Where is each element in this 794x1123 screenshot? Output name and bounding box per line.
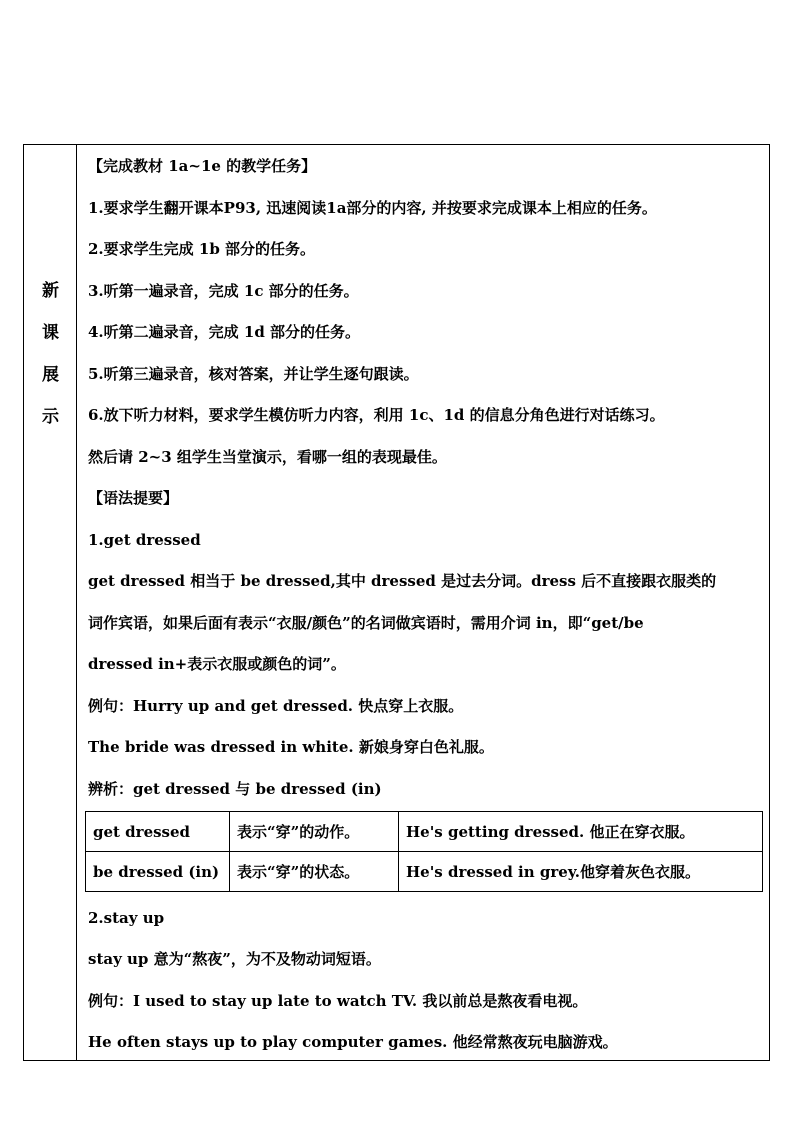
grammar-point-title bbox=[88, 908, 164, 928]
lesson-table bbox=[23, 144, 770, 1061]
explanation-text: dressed in+表示衣服或颜色的词”。 bbox=[88, 655, 346, 673]
side-column bbox=[24, 145, 77, 1060]
section-heading bbox=[88, 488, 178, 508]
comparison-heading-text: 辨析：get dressed 与 be dressed (in) bbox=[88, 780, 382, 798]
comparison-heading bbox=[88, 779, 382, 799]
comparison-table bbox=[85, 811, 763, 892]
side-label-char: 展 bbox=[42, 365, 59, 385]
step-text: 4.听第二遍录音，完成 1d 部分的任务。 bbox=[88, 323, 361, 341]
step-line bbox=[88, 322, 360, 342]
explanation-line bbox=[88, 949, 381, 969]
table-cell: be dressed (in) bbox=[86, 852, 230, 892]
side-label-char: 课 bbox=[42, 323, 59, 343]
step-text: 5.听第三遍录音，核对答案，并让学生逐句跟读。 bbox=[88, 365, 419, 383]
example-line bbox=[88, 991, 587, 1011]
explanation-line bbox=[88, 654, 346, 674]
table-row bbox=[86, 852, 763, 892]
step-text: 6.放下听力材料，要求学生模仿听力内容，利用 1c、1d 的信息分角色进行对话练习。 bbox=[88, 406, 665, 424]
section-heading-text: 【语法提要】 bbox=[88, 489, 179, 507]
step-text: 然后请 2~3 组学生当堂演示，看哪一组的表现最佳。 bbox=[88, 448, 447, 466]
side-label-char: 新 bbox=[42, 281, 59, 301]
table-cell: He's getting dressed. 他正在穿衣服。 bbox=[399, 812, 763, 852]
example-text: The bride was dressed in white. 新娘身穿白色礼服。 bbox=[88, 738, 494, 756]
explanation-text: 词作宾语，如果后面有表示“衣服/颜色”的名词做宾语时，需用介词 in，即“get/be bbox=[88, 614, 644, 632]
table-row bbox=[86, 812, 763, 852]
table-cell: 表示“穿”的状态。 bbox=[230, 852, 399, 892]
grammar-point-text: 1.get dressed bbox=[88, 531, 201, 549]
example-text: 例句：I used to stay up late to watch TV. 我以前总是熬夜看电视。 bbox=[88, 992, 588, 1010]
section-heading bbox=[88, 156, 316, 176]
step-text: 3.听第一遍录音，完成 1c 部分的任务。 bbox=[88, 282, 359, 300]
explanation-text: stay up 意为“熬夜”，为不及物动词短语。 bbox=[88, 950, 381, 968]
explanation-line bbox=[88, 613, 644, 633]
example-text: 例句：Hurry up and get dressed. 快点穿上衣服。 bbox=[88, 697, 464, 715]
step-text: 1.要求学生翻开课本P93, 迅速阅读1a部分的内容, 并按要求完成课本上相应的任务。 bbox=[88, 199, 657, 217]
step-line bbox=[88, 239, 315, 259]
table-cell: He's dressed in grey.他穿着灰色衣服。 bbox=[399, 852, 763, 892]
side-label-char: 示 bbox=[42, 407, 59, 427]
step-line bbox=[88, 364, 419, 384]
example-line bbox=[88, 696, 463, 716]
example-text: He often stays up to play computer games. 他经常熬夜玩电脑游戏。 bbox=[88, 1033, 618, 1051]
grammar-point-text: 2.stay up bbox=[88, 909, 165, 927]
step-line bbox=[88, 198, 657, 218]
step-line bbox=[88, 447, 447, 467]
step-text: 2.要求学生完成 1b 部分的任务。 bbox=[88, 240, 316, 258]
explanation-line bbox=[88, 571, 716, 591]
table-cell: get dressed bbox=[86, 812, 230, 852]
example-line bbox=[88, 737, 494, 757]
grammar-point-title bbox=[88, 530, 201, 550]
table-cell: 表示“穿”的动作。 bbox=[230, 812, 399, 852]
step-line bbox=[88, 405, 665, 425]
explanation-text: get dressed 相当于 be dressed,其中 dressed 是过去分词。dress 后不直接跟衣服类的 bbox=[88, 572, 717, 590]
step-line bbox=[88, 281, 359, 301]
section-heading-text: 【完成教材 1a~1e 的教学任务】 bbox=[88, 157, 317, 175]
example-line bbox=[88, 1032, 618, 1052]
